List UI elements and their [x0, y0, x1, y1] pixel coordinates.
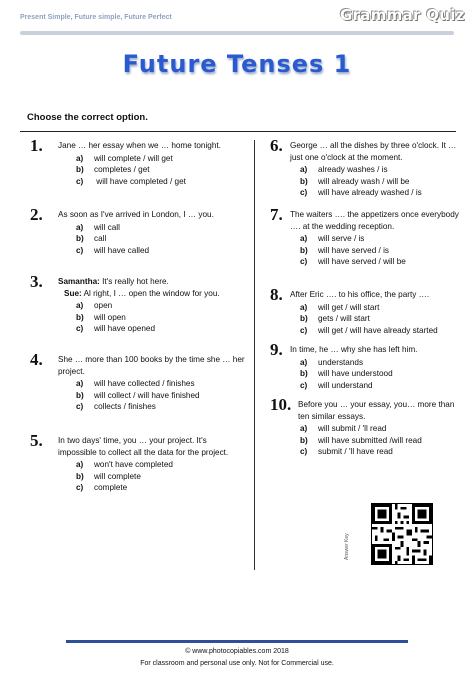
option-c[interactable]: c) collects / finishes — [76, 402, 156, 411]
option-b[interactable]: b) will have understood — [300, 369, 393, 378]
question-number: 6. — [270, 136, 283, 155]
option-b[interactable]: b) will have served / is — [300, 245, 389, 255]
question-9 — [270, 340, 462, 391]
option-b[interactable]: b) will have submitted /will read — [300, 435, 422, 445]
question-stem: Samantha: It's really hot here. Sue: Al right, I … open the window for you. — [58, 277, 220, 298]
option-c[interactable]: c) will get / will have already started — [300, 325, 438, 335]
option-a[interactable]: a) open — [76, 301, 113, 310]
question-7 — [270, 205, 462, 268]
grammar-quiz-tag: Grammar Quiz — [340, 6, 465, 24]
question-stem: After Eric …. to his office, the party …. — [290, 290, 430, 299]
question-10 — [270, 395, 462, 458]
option-c[interactable]: c) will understand — [300, 380, 373, 390]
option-a[interactable]: a) will have collected / finishes — [76, 379, 195, 388]
option-c[interactable]: c) will have opened — [76, 324, 155, 333]
question-3 — [30, 272, 245, 335]
option-c[interactable]: c) will have completed / get — [76, 176, 186, 186]
question-number: 7. — [270, 205, 283, 224]
column-divider — [254, 140, 255, 570]
option-b[interactable]: b) gets / will start — [300, 314, 370, 323]
question-number: 2. — [30, 205, 43, 224]
question-number: 3. — [30, 272, 43, 291]
question-8 — [270, 285, 462, 336]
footer-divider — [66, 640, 408, 643]
question-number: 8. — [270, 285, 283, 304]
question-stem: George … all the dishes by three o'clock. It … just one o'clock at the moment. — [290, 141, 457, 162]
question-2 — [30, 205, 245, 256]
speaker-name: Sue: — [64, 288, 82, 298]
question-stem: Jane … her essay when we … home tonight. — [58, 141, 221, 150]
question-stem: In time, he … why she has left him. — [290, 345, 418, 354]
option-b[interactable]: b) will collect / will have finished — [76, 390, 200, 400]
page-title: Future Tenses 1 — [122, 50, 352, 78]
worksheet-subtitle: Present Simple, Future simple, Future Perfect — [20, 14, 172, 21]
question-number: 5. — [30, 431, 43, 450]
option-a[interactable]: a) won't have completed — [76, 460, 173, 469]
question-number: 9. — [270, 340, 283, 359]
footer-copyright: © www.photocopiables.com 2018 — [185, 648, 289, 655]
question-number: 1. — [30, 136, 43, 155]
answer-key-label: Answer Key — [344, 533, 350, 560]
header-bar — [0, 0, 474, 42]
question-4 — [30, 350, 245, 413]
option-a[interactable]: a) will serve / is — [300, 234, 365, 243]
option-a[interactable]: a) will get / will start — [300, 302, 380, 312]
instruction-text: Choose the correct option. — [27, 112, 148, 123]
option-a[interactable]: a) will submit / 'll read — [300, 424, 387, 433]
option-c[interactable]: c) submit / 'll have read — [300, 447, 393, 456]
question-6 — [270, 136, 462, 199]
question-5 — [30, 431, 245, 494]
question-1 — [30, 136, 245, 187]
question-number: 10. — [270, 395, 292, 414]
option-b[interactable]: b) call — [76, 234, 107, 243]
answer-key-qr-code[interactable] — [371, 503, 433, 565]
header-divider — [20, 31, 454, 35]
instruction-rule — [20, 131, 456, 132]
option-b[interactable]: b) will complete — [76, 471, 141, 481]
question-stem: Before you … your essay, you… more than ten similar essays. — [298, 400, 455, 421]
option-a[interactable]: a) will call — [76, 222, 120, 232]
speaker-name: Samantha: — [58, 277, 100, 286]
option-a[interactable]: a) understands — [300, 357, 364, 367]
question-number: 4. — [30, 350, 43, 369]
question-stem: The waiters …. the appetizers once everybody …. at the wedding reception. — [290, 210, 459, 231]
option-a[interactable]: a) will complete / will get — [76, 153, 173, 163]
question-stem: As soon as I've arrived in London, I … you. — [58, 210, 214, 219]
option-c[interactable]: c) will have already washed / is — [300, 188, 422, 197]
option-a[interactable]: a) already washes / is — [300, 165, 388, 174]
option-b[interactable]: b) completes / get — [76, 165, 150, 174]
question-stem: In two days' time, you … your project. It's impossible to collect all the data for the project. — [58, 436, 229, 457]
footer-usage-note: For classroom and personal use only. Not for Commercial use. — [140, 660, 334, 667]
option-c[interactable]: c) complete — [76, 483, 128, 492]
option-b[interactable]: b) will open — [76, 312, 126, 322]
question-stem: She … more than 100 books by the time she … her project. — [58, 355, 245, 376]
option-c[interactable]: c) will have served / will be — [300, 257, 406, 266]
option-c[interactable]: c) will have called — [76, 245, 150, 255]
option-b[interactable]: b) will already wash / will be — [300, 176, 410, 186]
